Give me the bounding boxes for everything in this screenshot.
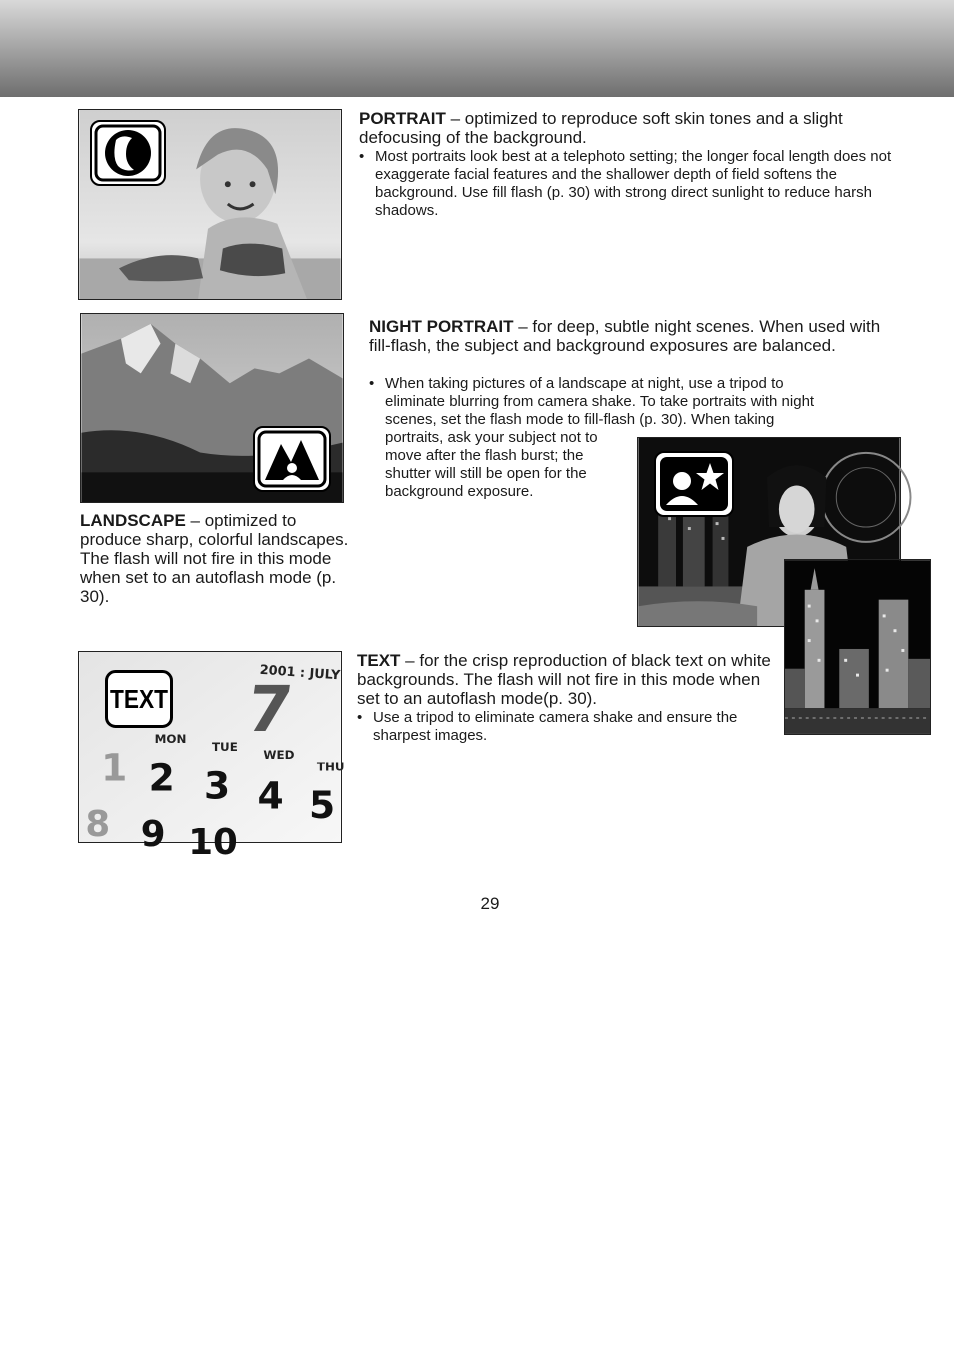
calendar-big-day: 7 [242,673,297,748]
text-tip [357,709,775,745]
text-mode-icon [105,670,173,728]
portrait-title: PORTRAIT [359,109,446,128]
tip-line: portraits, ask your subject not to [385,429,598,446]
calendar-header: 2001 : JULY [259,662,341,684]
portrait-mode-icon [90,120,166,186]
header-band [0,0,954,97]
calendar-weekday: THU [316,759,345,774]
tip-line: shutter will still be open for the [385,465,587,482]
text-tip-text: Use a tripod to eliminate camera shake and ensure the sharpest images. [373,709,738,744]
portrait-tip-text: Most portraits look best at a telephoto setting; the longer focal length does not exaggerate facial features and the shallower depth of field softens the background. Use fill flash (p. 30) with strong direct sunlight to reduce harsh shadows. [375,148,892,219]
bullet-symbol: • [357,709,363,726]
text-description: – for the crisp reproduction of black text on white backgrounds. The flash will not fire in this mode when set to an autoflash mode(p. 30). [357,651,771,708]
landscape-title: LANDSCAPE [80,511,186,530]
tip-line: background exposure. [385,483,534,500]
calendar-weekday: TUE [211,739,238,754]
calendar-day: 3 [204,763,231,808]
portrait-description: – optimized to reproduce soft skin tones and a slight defocusing of the background. [359,109,843,147]
night-portrait-description: – for deep, subtle night scenes. When used with fill-flash, the subject and background exposures are balanced. [369,317,881,355]
night-portrait-heading [369,317,894,355]
calendar-day: 8 [85,804,111,846]
text-heading [357,651,775,708]
calendar-day: 1 [101,745,128,790]
portrait-heading [359,109,899,147]
tip-line: eliminate blurring from camera shake. To take portraits with night [385,393,815,410]
tip-line: move after the flash burst; the [385,447,584,464]
city-night-photo [784,559,931,735]
text-title: TEXT [357,651,401,670]
calendar-day: 9 [140,813,166,855]
night-portrait-mode-icon [654,451,734,517]
page-number: 29 [480,894,500,913]
portrait-tip [359,148,904,220]
landscape-heading [80,511,355,606]
landscape-mode-icon [253,426,331,492]
tip-line: When taking pictures of a landscape at night, use a tripod to [385,375,784,392]
calendar-day: 5 [308,783,336,828]
bullet-symbol: • [359,148,365,165]
calendar-day: 10 [188,821,238,863]
calendar-weekday: WED [263,747,295,762]
landscape-description: – optimized to produce sharp, colorful landscapes. The flash will not fire in this mode when set to an autoflash mode (p. 30). [80,511,349,606]
calendar-day: 4 [257,773,284,818]
text-mode-icon-label: TEXT [110,684,169,714]
tip-line: scenes, set the flash mode to fill-flash (p. 30). When taking [385,411,775,428]
calendar-weekday: MON [154,732,187,747]
calendar-day: 2 [148,755,175,800]
night-portrait-title: NIGHT PORTRAIT [369,317,514,336]
bullet-symbol: • [369,375,375,392]
